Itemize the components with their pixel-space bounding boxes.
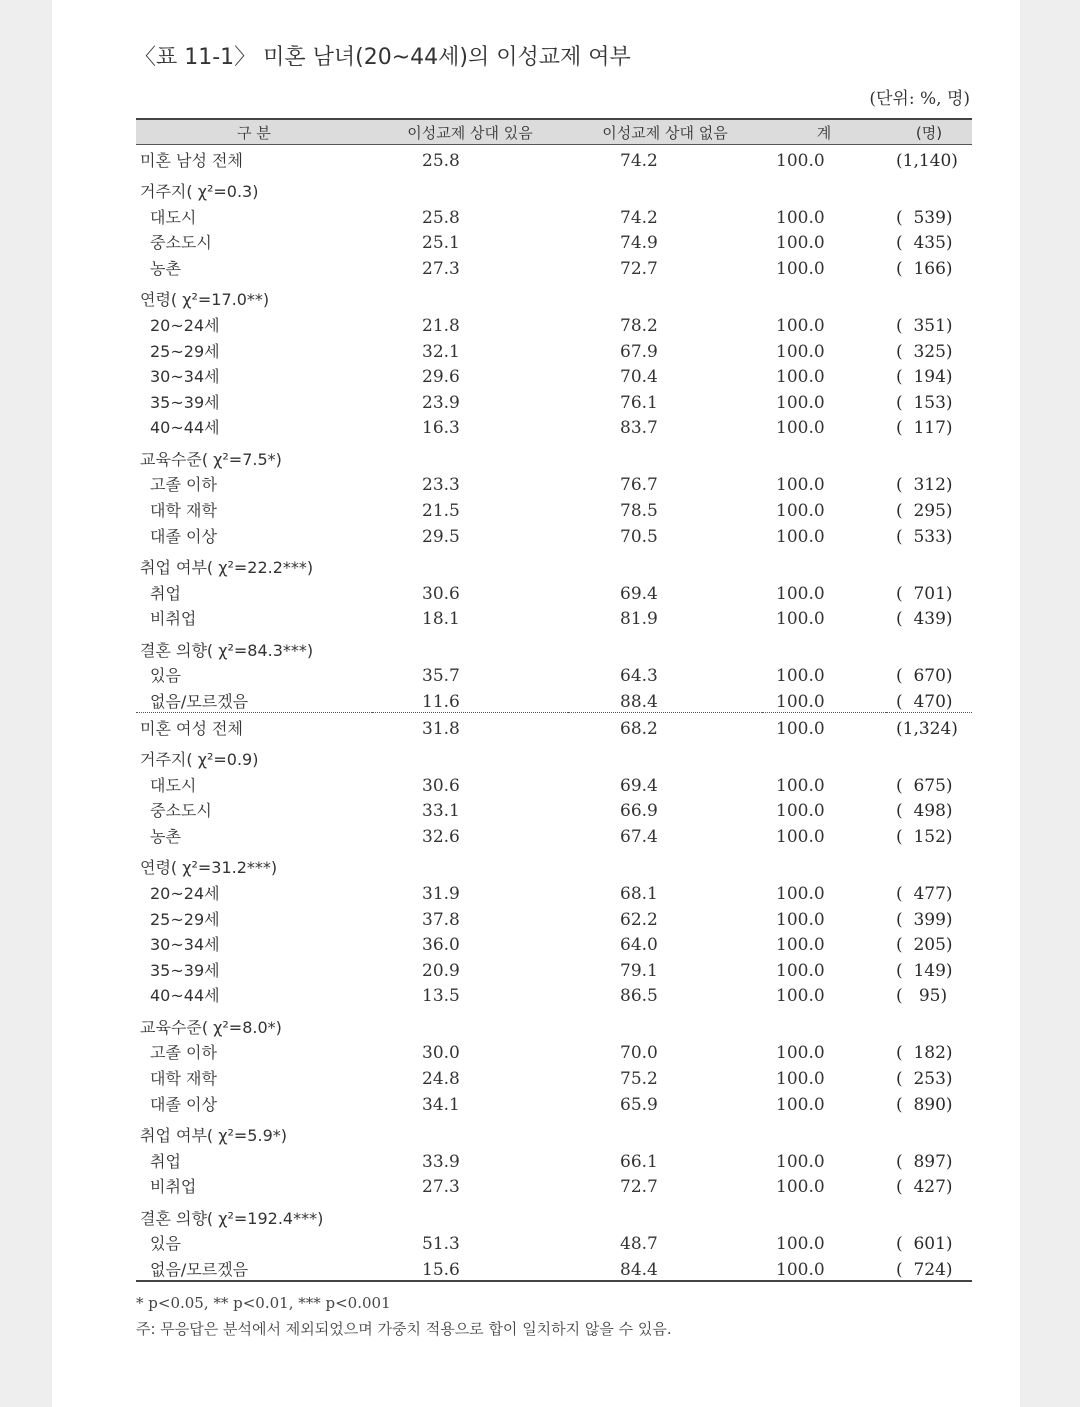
no-partner-cell: 72.7 xyxy=(620,258,658,279)
row-label: 거주지( χ²=0.3) xyxy=(140,182,259,202)
table-row xyxy=(136,470,972,496)
no-partner-cell: 72.7 xyxy=(620,1177,658,1198)
row-label: 취업 여부( χ²=22.2***) xyxy=(140,558,314,578)
table-row xyxy=(136,495,972,521)
total-cell xyxy=(762,1197,886,1229)
has-partner-cell: 32.1 xyxy=(422,341,460,362)
has-partner-cell xyxy=(372,279,568,311)
no-partner-cell: 65.9 xyxy=(620,1094,658,1115)
count-cell xyxy=(886,1115,972,1147)
section-row xyxy=(136,739,972,771)
has-partner-cell: 31.8 xyxy=(422,718,460,739)
row-label: 농촌 xyxy=(150,258,181,278)
count-cell: ( 399) xyxy=(896,909,953,930)
row-label: 35~39세 xyxy=(150,960,220,980)
has-partner-cell: 27.3 xyxy=(422,258,460,279)
has-partner-cell: 37.8 xyxy=(422,909,460,930)
has-partner-cell: 23.3 xyxy=(422,475,460,496)
count-cell xyxy=(886,739,972,771)
total-cell: 100.0 xyxy=(776,1043,825,1064)
table-row xyxy=(136,145,972,171)
row-label: 결혼 의향( χ²=192.4***) xyxy=(140,1208,324,1228)
count-cell xyxy=(886,279,972,311)
no-partner-cell: 88.4 xyxy=(568,686,762,712)
no-partner-cell: 78.5 xyxy=(620,501,658,522)
has-partner-cell xyxy=(372,547,568,579)
no-partner-cell: 66.9 xyxy=(620,801,658,822)
has-partner-cell xyxy=(372,1006,568,1038)
row-label: 결혼 의향( χ²=84.3***) xyxy=(140,640,314,660)
total-cell xyxy=(762,847,886,879)
count-cell: ( 295) xyxy=(896,501,953,522)
total-cell xyxy=(762,1006,886,1038)
row-label: 교육수준( χ²=8.0*) xyxy=(140,1017,282,1037)
total-cell xyxy=(762,629,886,661)
count-cell: (1,324) xyxy=(896,718,958,739)
row-label: 미혼 여성 전체 xyxy=(140,718,243,738)
header-total: 계 xyxy=(762,119,886,145)
has-partner-cell: 24.8 xyxy=(422,1069,460,1090)
document-page xyxy=(52,0,1020,1407)
count-cell: ( 897) xyxy=(896,1151,953,1172)
no-partner-cell xyxy=(568,1197,762,1229)
row-label: 대졸 이상 xyxy=(150,526,217,546)
total-cell: 100.0 xyxy=(776,1234,825,1255)
note-footnote: 주: 무응답은 분석에서 제외되었으며 가중치 적용으로 합이 일치하지 않을 수 있음. xyxy=(136,1320,672,1338)
total-cell: 100.0 xyxy=(776,150,825,171)
total-cell: 100.0 xyxy=(776,315,825,336)
has-partner-cell: 32.6 xyxy=(422,826,460,847)
table-row xyxy=(136,578,972,604)
total-cell: 100.0 xyxy=(776,258,825,279)
has-partner-cell xyxy=(372,171,568,203)
no-partner-cell: 69.4 xyxy=(620,775,658,796)
no-partner-cell: 68.1 xyxy=(620,883,658,904)
total-cell: 100.0 xyxy=(776,1177,825,1198)
section-row xyxy=(136,279,972,311)
has-partner-cell: 21.8 xyxy=(422,315,460,336)
row-label: 없음/모르겠음 xyxy=(136,1254,372,1281)
row-label: 20~24세 xyxy=(150,315,220,335)
section-row xyxy=(136,547,972,579)
count-cell: ( 601) xyxy=(896,1234,953,1255)
count-cell: ( 701) xyxy=(896,583,953,604)
no-partner-cell: 62.2 xyxy=(620,909,658,930)
section-row xyxy=(136,1197,972,1229)
section-row xyxy=(136,1006,972,1038)
total-cell: 100.0 xyxy=(776,392,825,413)
count-cell: ( 149) xyxy=(896,960,953,981)
no-partner-cell xyxy=(568,629,762,661)
count-cell: (1,140) xyxy=(896,150,958,171)
total-cell: 100.0 xyxy=(762,1254,886,1281)
no-partner-cell: 79.1 xyxy=(620,960,658,981)
header-row xyxy=(136,119,972,145)
table-row xyxy=(136,955,972,981)
table-row xyxy=(136,310,972,336)
no-partner-cell xyxy=(568,547,762,579)
has-partner-cell: 34.1 xyxy=(422,1094,460,1115)
no-partner-cell: 64.3 xyxy=(620,666,658,687)
table-row xyxy=(136,821,972,847)
count-cell: ( 182) xyxy=(896,1043,953,1064)
no-partner-cell xyxy=(568,1115,762,1147)
total-cell: 100.0 xyxy=(776,801,825,822)
row-label: 35~39세 xyxy=(150,392,220,412)
no-partner-cell: 74.2 xyxy=(620,150,658,171)
count-cell: ( 325) xyxy=(896,341,953,362)
data-table xyxy=(136,118,972,1282)
table-row xyxy=(136,930,972,956)
total-cell: 100.0 xyxy=(776,775,825,796)
no-partner-cell: 69.4 xyxy=(620,583,658,604)
row-label: 40~44세 xyxy=(150,986,220,1006)
has-partner-cell: 11.6 xyxy=(372,686,568,712)
row-label: 대졸 이상 xyxy=(150,1094,217,1114)
row-label: 없음/모르겠음 xyxy=(136,686,372,712)
total-cell xyxy=(762,438,886,470)
total-cell: 100.0 xyxy=(776,1094,825,1115)
has-partner-cell: 30.0 xyxy=(422,1043,460,1064)
count-cell: ( 153) xyxy=(896,392,953,413)
table-row xyxy=(136,1146,972,1172)
total-cell: 100.0 xyxy=(776,501,825,522)
total-cell: 100.0 xyxy=(776,718,825,739)
no-partner-cell: 68.2 xyxy=(620,718,658,739)
table-row xyxy=(136,981,972,1007)
no-partner-cell xyxy=(568,847,762,879)
no-partner-cell: 70.5 xyxy=(620,526,658,547)
total-cell: 100.0 xyxy=(776,583,825,604)
table-row xyxy=(136,904,972,930)
no-partner-cell: 83.7 xyxy=(620,418,658,439)
no-partner-cell: 66.1 xyxy=(620,1151,658,1172)
count-cell xyxy=(886,547,972,579)
row-label: 고졸 이하 xyxy=(150,475,217,495)
row-label: 연령( χ²=31.2***) xyxy=(140,858,278,878)
has-partner-cell xyxy=(372,1115,568,1147)
no-partner-cell: 67.4 xyxy=(620,826,658,847)
count-cell: ( 351) xyxy=(896,315,953,336)
count-cell: ( 427) xyxy=(896,1177,953,1198)
row-label: 미혼 남성 전체 xyxy=(140,150,243,170)
row-label: 고졸 이하 xyxy=(150,1043,217,1063)
count-cell: ( 152) xyxy=(896,826,953,847)
has-partner-cell xyxy=(372,629,568,661)
no-partner-cell: 78.2 xyxy=(620,315,658,336)
total-cell: 100.0 xyxy=(776,233,825,254)
table-row xyxy=(136,1063,972,1089)
total-cell: 100.0 xyxy=(776,883,825,904)
row-label: 취업 xyxy=(150,583,181,603)
total-cell xyxy=(762,1115,886,1147)
count-cell: ( 675) xyxy=(896,775,953,796)
has-partner-cell: 36.0 xyxy=(422,935,460,956)
count-cell: ( 117) xyxy=(896,418,953,439)
count-cell xyxy=(886,847,972,879)
has-partner-cell: 31.9 xyxy=(422,883,460,904)
table-body xyxy=(136,145,972,1282)
count-cell: ( 439) xyxy=(896,609,953,630)
header-category: 구 분 xyxy=(136,119,372,145)
count-cell: ( 470) xyxy=(886,686,972,712)
total-cell: 100.0 xyxy=(776,960,825,981)
row-label: 대도시 xyxy=(150,775,197,795)
no-partner-cell: 70.4 xyxy=(620,367,658,388)
has-partner-cell: 51.3 xyxy=(422,1234,460,1255)
table-row xyxy=(136,661,972,687)
total-cell: 100.0 xyxy=(776,666,825,687)
row-label: 25~29세 xyxy=(150,341,220,361)
has-partner-cell: 23.9 xyxy=(422,392,460,413)
has-partner-cell: 30.6 xyxy=(422,775,460,796)
count-cell: ( 194) xyxy=(896,367,953,388)
no-partner-cell: 81.9 xyxy=(620,609,658,630)
table-row xyxy=(136,1172,972,1198)
total-cell: 100.0 xyxy=(776,418,825,439)
section-row xyxy=(136,171,972,203)
section-row xyxy=(136,1115,972,1147)
total-cell: 100.0 xyxy=(776,826,825,847)
table-row xyxy=(136,413,972,439)
no-partner-cell: 76.1 xyxy=(620,392,658,413)
has-partner-cell: 25.8 xyxy=(422,150,460,171)
count-cell: ( 95) xyxy=(896,986,948,1007)
total-cell: 100.0 xyxy=(776,367,825,388)
count-cell: ( 205) xyxy=(896,935,953,956)
total-cell: 100.0 xyxy=(776,1069,825,1090)
table-row xyxy=(136,1089,972,1115)
row-label: 거주지( χ²=0.9) xyxy=(140,750,259,770)
row-label: 25~29세 xyxy=(150,909,220,929)
table-title: 〈표 11-1〉 미혼 남녀(20~44세)의 이성교제 여부 xyxy=(134,45,631,70)
header-count: (명) xyxy=(886,119,972,145)
total-cell: 100.0 xyxy=(776,207,825,228)
has-partner-cell: 33.1 xyxy=(422,801,460,822)
no-partner-cell: 70.0 xyxy=(620,1043,658,1064)
section-row xyxy=(136,847,972,879)
no-partner-cell: 74.9 xyxy=(620,233,658,254)
count-cell: ( 533) xyxy=(896,526,953,547)
has-partner-cell xyxy=(372,847,568,879)
has-partner-cell: 29.6 xyxy=(422,367,460,388)
no-partner-cell: 76.7 xyxy=(620,475,658,496)
no-partner-cell: 67.9 xyxy=(620,341,658,362)
count-cell: ( 670) xyxy=(896,666,953,687)
total-cell xyxy=(762,171,886,203)
total-cell: 100.0 xyxy=(776,935,825,956)
has-partner-cell: 25.1 xyxy=(422,233,460,254)
has-partner-cell: 29.5 xyxy=(422,526,460,547)
total-cell xyxy=(762,279,886,311)
no-partner-cell: 64.0 xyxy=(620,935,658,956)
has-partner-cell: 21.5 xyxy=(422,501,460,522)
section-row xyxy=(136,438,972,470)
count-cell: ( 539) xyxy=(896,207,953,228)
row-label: 대학 재학 xyxy=(150,1069,217,1089)
count-cell: ( 724) xyxy=(886,1254,972,1281)
row-label: 중소도시 xyxy=(150,801,212,821)
row-label: 있음 xyxy=(150,666,181,686)
table-row xyxy=(136,202,972,228)
row-label: 취업 xyxy=(150,1151,181,1171)
no-partner-cell xyxy=(568,438,762,470)
table-row xyxy=(136,770,972,796)
no-partner-cell: 75.2 xyxy=(620,1069,658,1090)
row-label: 대도시 xyxy=(150,207,197,227)
count-cell: ( 890) xyxy=(896,1094,953,1115)
total-cell: 100.0 xyxy=(776,909,825,930)
has-partner-cell xyxy=(372,739,568,771)
no-partner-cell: 74.2 xyxy=(620,207,658,228)
has-partner-cell: 16.3 xyxy=(422,418,460,439)
total-cell: 100.0 xyxy=(776,341,825,362)
count-cell xyxy=(886,171,972,203)
table-row xyxy=(136,1038,972,1064)
count-cell: ( 498) xyxy=(896,801,953,822)
total-cell: 100.0 xyxy=(776,986,825,1007)
table-row xyxy=(136,1254,972,1281)
table-row xyxy=(136,387,972,413)
row-label: 30~34세 xyxy=(150,367,220,387)
has-partner-cell: 15.6 xyxy=(372,1254,568,1281)
count-cell xyxy=(886,629,972,661)
header-has-partner: 이성교제 상대 있음 xyxy=(372,119,568,145)
table-row xyxy=(136,521,972,547)
table-row xyxy=(136,686,972,712)
count-cell xyxy=(886,1006,972,1038)
row-label: 취업 여부( χ²=5.9*) xyxy=(140,1126,287,1146)
table-row xyxy=(136,336,972,362)
table-row xyxy=(136,796,972,822)
count-cell: ( 253) xyxy=(896,1069,953,1090)
header-no-partner: 이성교제 상대 없음 xyxy=(568,119,762,145)
row-label: 비취업 xyxy=(150,609,197,629)
no-partner-cell xyxy=(568,1006,762,1038)
no-partner-cell: 84.4 xyxy=(568,1254,762,1281)
row-label: 중소도시 xyxy=(150,233,212,253)
has-partner-cell xyxy=(372,1197,568,1229)
total-cell: 100.0 xyxy=(776,526,825,547)
unit-note: (단위: %, 명) xyxy=(869,89,970,109)
table-row xyxy=(136,253,972,279)
row-label: 교육수준( χ²=7.5*) xyxy=(140,449,282,469)
table-row xyxy=(136,713,972,739)
table-row xyxy=(136,1229,972,1255)
significance-footnote: * p<0.05, ** p<0.01, *** p<0.001 xyxy=(136,1294,391,1312)
row-label: 비취업 xyxy=(150,1177,197,1197)
has-partner-cell: 20.9 xyxy=(422,960,460,981)
has-partner-cell xyxy=(372,438,568,470)
has-partner-cell: 27.3 xyxy=(422,1177,460,1198)
table-row xyxy=(136,228,972,254)
table-row xyxy=(136,604,972,630)
no-partner-cell xyxy=(568,739,762,771)
row-label: 연령( χ²=17.0**) xyxy=(140,290,270,310)
row-label: 40~44세 xyxy=(150,418,220,438)
total-cell: 100.0 xyxy=(762,686,886,712)
row-label: 농촌 xyxy=(150,826,181,846)
total-cell xyxy=(762,547,886,579)
table-row xyxy=(136,878,972,904)
table-row xyxy=(136,362,972,388)
has-partner-cell: 13.5 xyxy=(422,986,460,1007)
has-partner-cell: 30.6 xyxy=(422,583,460,604)
no-partner-cell: 86.5 xyxy=(620,986,658,1007)
count-cell xyxy=(886,1197,972,1229)
total-cell: 100.0 xyxy=(776,475,825,496)
count-cell: ( 312) xyxy=(896,475,953,496)
section-row xyxy=(136,629,972,661)
count-cell: ( 166) xyxy=(896,258,953,279)
row-label: 대학 재학 xyxy=(150,501,217,521)
no-partner-cell: 48.7 xyxy=(620,1234,658,1255)
row-label: 30~34세 xyxy=(150,935,220,955)
no-partner-cell xyxy=(568,279,762,311)
count-cell: ( 435) xyxy=(896,233,953,254)
has-partner-cell: 18.1 xyxy=(422,609,460,630)
row-label: 있음 xyxy=(150,1234,181,1254)
count-cell xyxy=(886,438,972,470)
has-partner-cell: 25.8 xyxy=(422,207,460,228)
count-cell: ( 477) xyxy=(896,883,953,904)
no-partner-cell xyxy=(568,171,762,203)
total-cell: 100.0 xyxy=(776,609,825,630)
total-cell: 100.0 xyxy=(776,1151,825,1172)
has-partner-cell: 33.9 xyxy=(422,1151,460,1172)
has-partner-cell: 35.7 xyxy=(422,666,460,687)
row-label: 20~24세 xyxy=(150,883,220,903)
total-cell xyxy=(762,739,886,771)
